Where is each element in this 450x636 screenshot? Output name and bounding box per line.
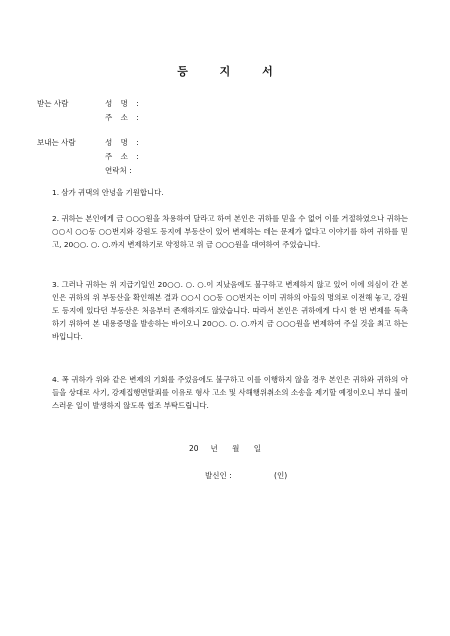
paragraph-4-text: 4. 폭 귀하가 위와 같은 변제의 기회를 주었음에도 불구하고 이를 이행하지 않을 경우 본인은 귀하와 귀하의 아들을 상대로 사기, 강제집행면탈죄를 이유로 형사 고소 및 사해행위취소의 소송을 제기할 예정이오니 부디 불미스러운 일이 발생하지 않도록 협조 부탁드립니다. xyxy=(52,375,408,410)
date-year: 20 xyxy=(188,444,199,453)
paragraph-2-text: 2. 귀하는 본인에게 금 ○○○원을 차용하여 달라고 하여 본인은 귀하를 믿을 수 없어 이를 거절하였으나 귀하는 ○○시 ○○동 ○○번지와 강원도 등지에 부동산이 있어 변제하는 데는 문제가 없다고 이야기를 하여 귀하를 믿고, 20○○. ○. ○.까지 변제하기로 약정하고 위 금 ○○○원을 대여하여 주었습니다. xyxy=(52,214,408,249)
paragraph-4 xyxy=(52,373,408,412)
sender-contact-label: 연락처 : xyxy=(105,166,132,175)
sender-name-label: 성 명 : xyxy=(105,138,139,147)
document-date xyxy=(0,443,450,454)
seal-mark: (인) xyxy=(274,471,288,480)
paragraph-3 xyxy=(52,278,408,343)
recipient-address-label: 주 소 : xyxy=(105,113,139,122)
date-year-unit: 년 xyxy=(210,444,218,453)
paragraph-3-text: 3. 그러나 귀하는 위 지급기일인 20○○. ○. ○.이 지났음에도 불구하고 변제하지 않고 있어 이에 의심이 간 본인은 귀하의 위 부동산을 확인해본 결과 ○○시 ○○동 ○○번지는 이미 귀하의 아들의 명의로 이전해 놓고, 강원도 등지에 있다던 부동산은 처음부터 존재하지도 않았습니다. 따라서 본인은 귀하에게 다시 한 번 변제를 독촉하기 위하여 본 내용증명을 발송하는 바이오니 20○○. ○. ○.까지 금 ○○○원을 변제하여 주실 것을 최고 하는 바입니다. xyxy=(52,280,408,341)
sender-address-label: 주 소 : xyxy=(105,152,139,161)
paragraph-1-text: 1. 삼가 귀댁의 안녕을 기원합니다. xyxy=(52,188,164,197)
document-title: 등 지 서 xyxy=(177,65,287,78)
date-month-unit: 월 xyxy=(232,444,240,453)
paragraph-2 xyxy=(52,212,408,251)
paragraph-1 xyxy=(52,186,408,199)
signature-line xyxy=(205,470,287,481)
signature-label: 발신인 : xyxy=(205,471,232,480)
recipient-name-label: 성 명 : xyxy=(105,99,139,108)
sender-label: 보내는 사람 xyxy=(37,138,76,147)
recipient-label: 받는 사람 xyxy=(37,99,69,108)
date-day-unit: 일 xyxy=(253,444,262,453)
